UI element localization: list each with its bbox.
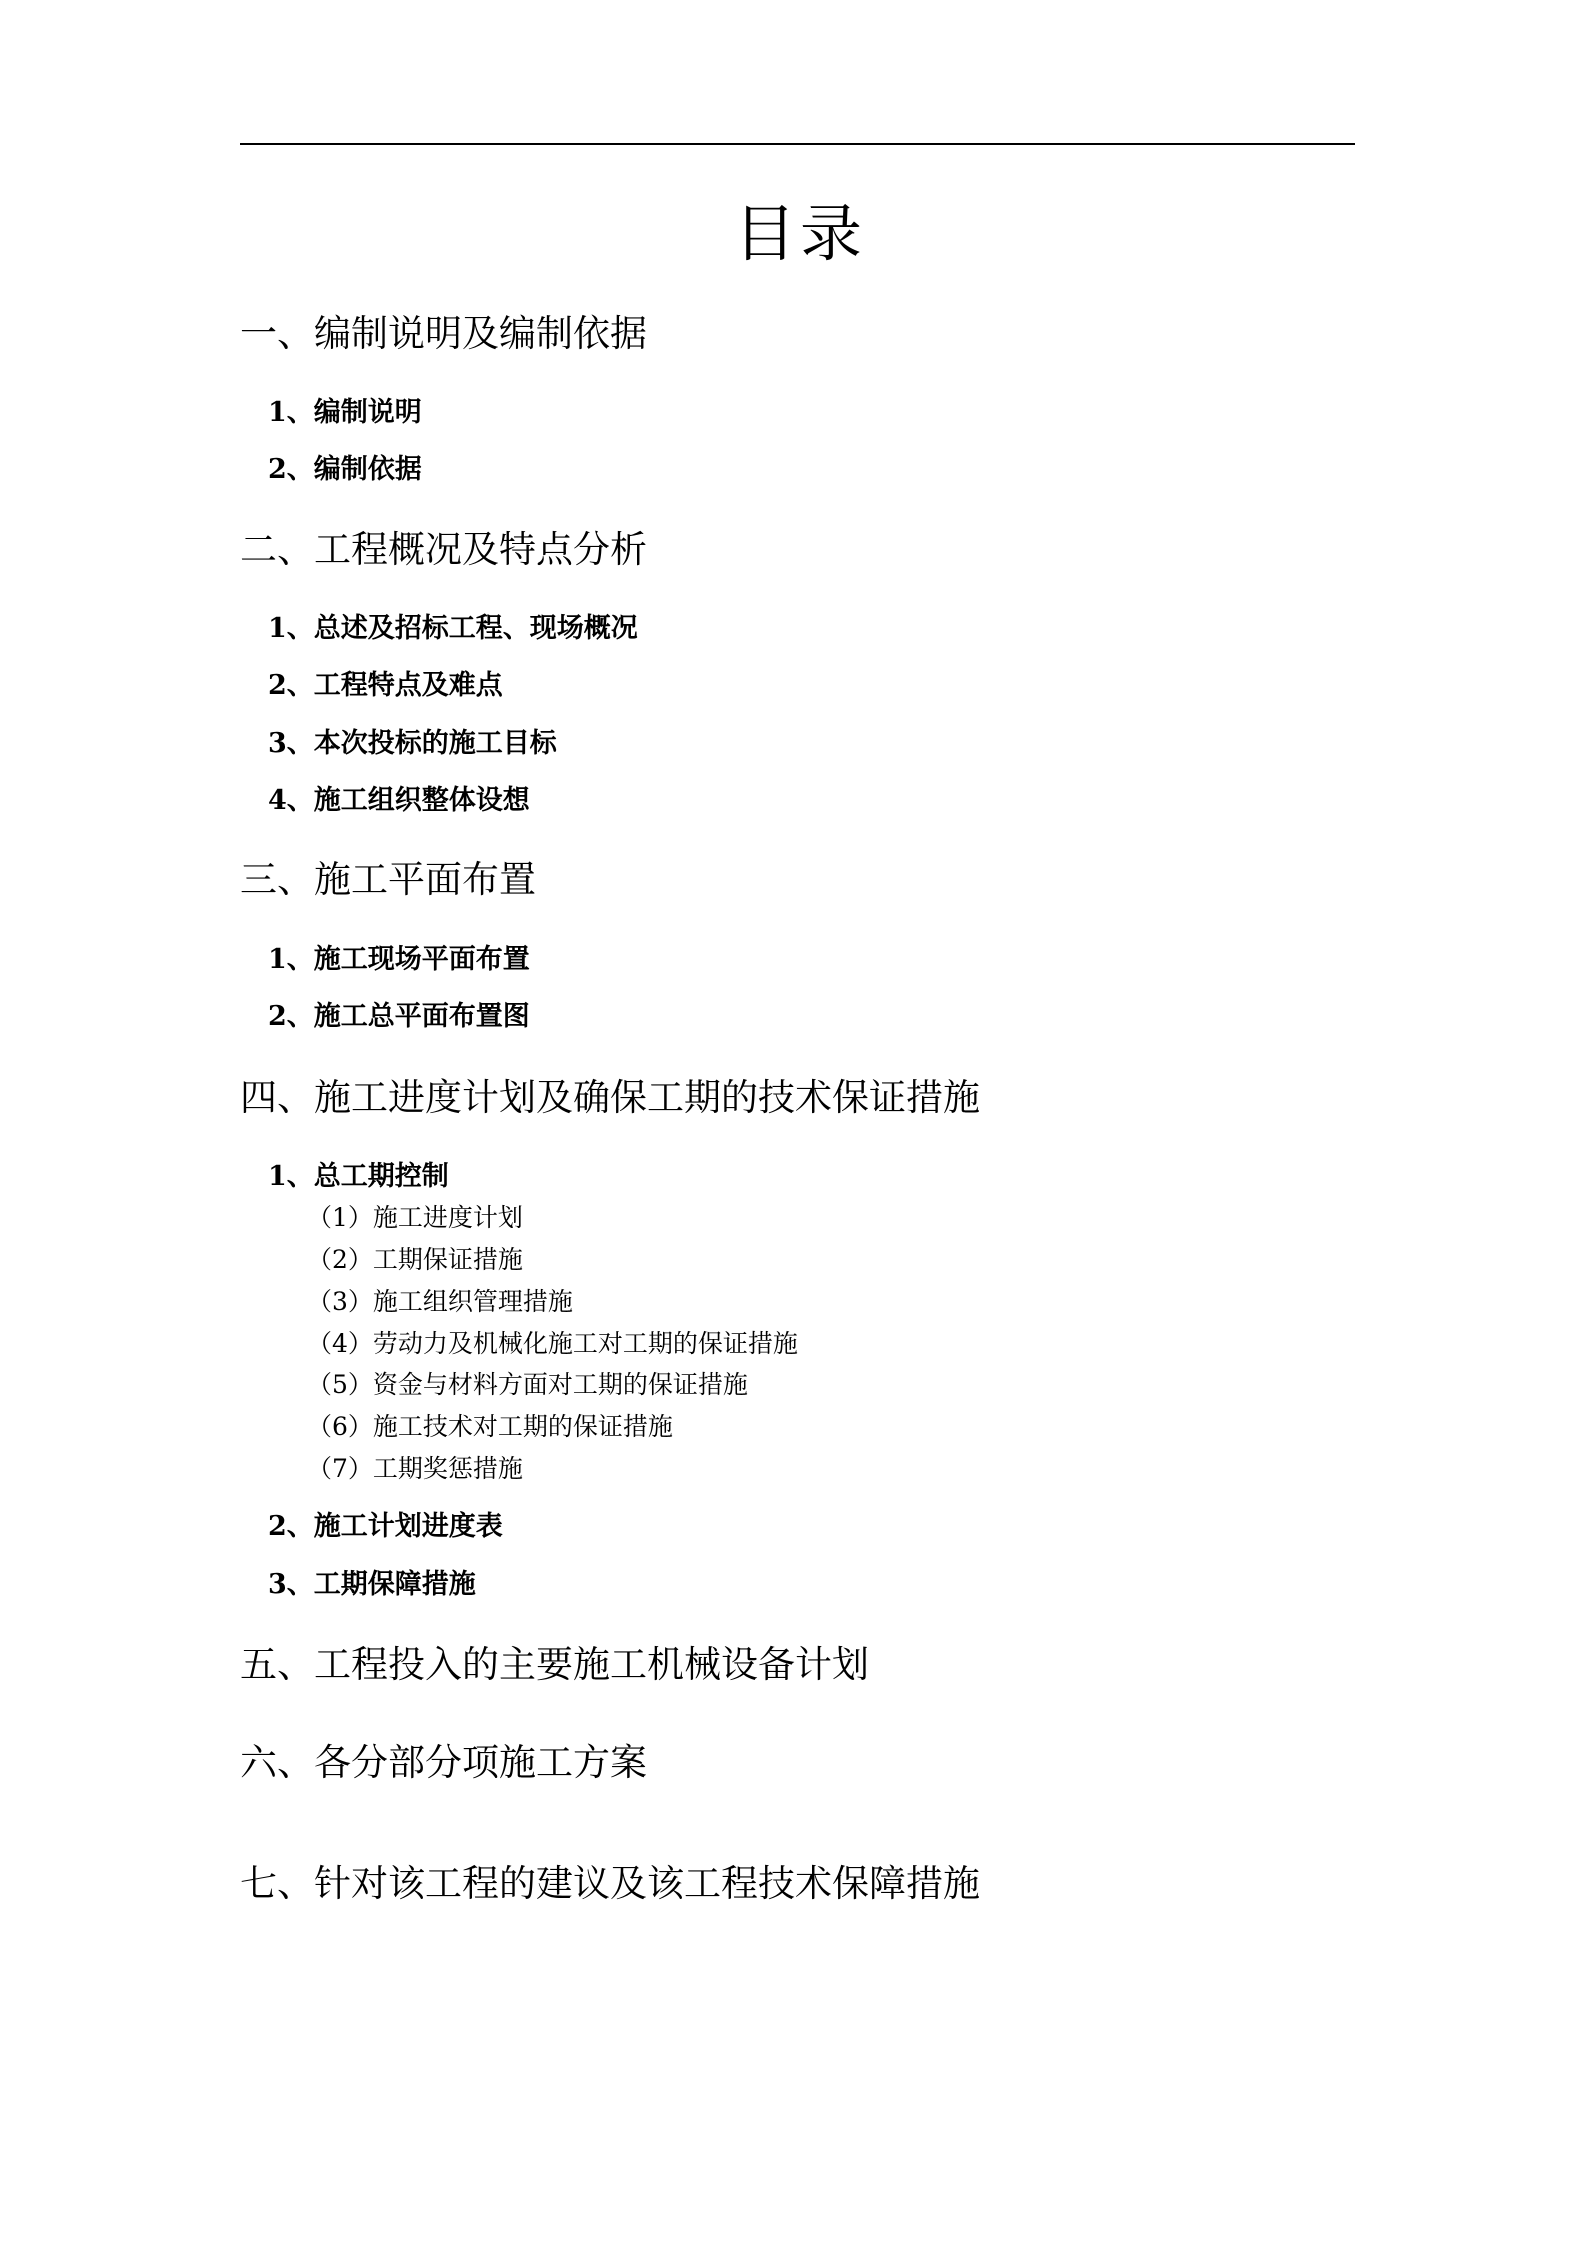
toc-item-2-4[interactable]: 4、施工组织整体设想 <box>268 785 530 816</box>
toc-item-4-3[interactable]: 3、工期保障措施 <box>268 1569 476 1600</box>
toc-item-3-2[interactable]: 2、施工总平面布置图 <box>268 1001 530 1032</box>
toc-section-3[interactable]: 三、施工平面布置 <box>240 858 536 901</box>
toc-item-3-1[interactable]: 1、施工现场平面布置 <box>268 944 530 975</box>
toc-item-1-2[interactable]: 2、编制依据 <box>268 454 422 485</box>
toc-item-2-2[interactable]: 2、工程特点及难点 <box>268 670 503 701</box>
toc-subitem-4-1-5[interactable]: （5）资金与材料方面对工期的保证措施 <box>307 1370 748 1399</box>
toc-item-4-2[interactable]: 2、施工计划进度表 <box>268 1511 503 1542</box>
toc-section-2[interactable]: 二、工程概况及特点分析 <box>240 528 647 571</box>
toc-section-1[interactable]: 一、编制说明及编制依据 <box>240 312 647 355</box>
toc-item-1-1[interactable]: 1、编制说明 <box>268 397 422 428</box>
toc-section-7[interactable]: 七、针对该工程的建议及该工程技术保障措施 <box>240 1862 980 1905</box>
header-rule <box>240 143 1355 145</box>
toc-subitem-4-1-2[interactable]: （2）工期保证措施 <box>307 1245 523 1274</box>
toc-section-5[interactable]: 五、工程投入的主要施工机械设备计划 <box>240 1643 869 1686</box>
toc-section-4[interactable]: 四、施工进度计划及确保工期的技术保证措施 <box>240 1076 980 1119</box>
toc-subitem-4-1-4[interactable]: （4）劳动力及机械化施工对工期的保证措施 <box>307 1329 798 1358</box>
toc-subitem-4-1-3[interactable]: （3）施工组织管理措施 <box>307 1287 573 1316</box>
toc-section-6[interactable]: 六、各分部分项施工方案 <box>240 1741 647 1784</box>
toc-subitem-4-1-1[interactable]: （1）施工进度计划 <box>307 1203 523 1232</box>
toc-item-2-3[interactable]: 3、本次投标的施工目标 <box>268 728 557 759</box>
toc-subitem-4-1-6[interactable]: （6）施工技术对工期的保证措施 <box>307 1412 673 1441</box>
toc-item-2-1[interactable]: 1、总述及招标工程、现场概况 <box>268 613 638 644</box>
page-title: 目录 <box>733 197 866 270</box>
toc-subitem-4-1-7[interactable]: （7）工期奖惩措施 <box>307 1454 523 1483</box>
toc-item-4-1[interactable]: 1、总工期控制 <box>268 1161 449 1192</box>
